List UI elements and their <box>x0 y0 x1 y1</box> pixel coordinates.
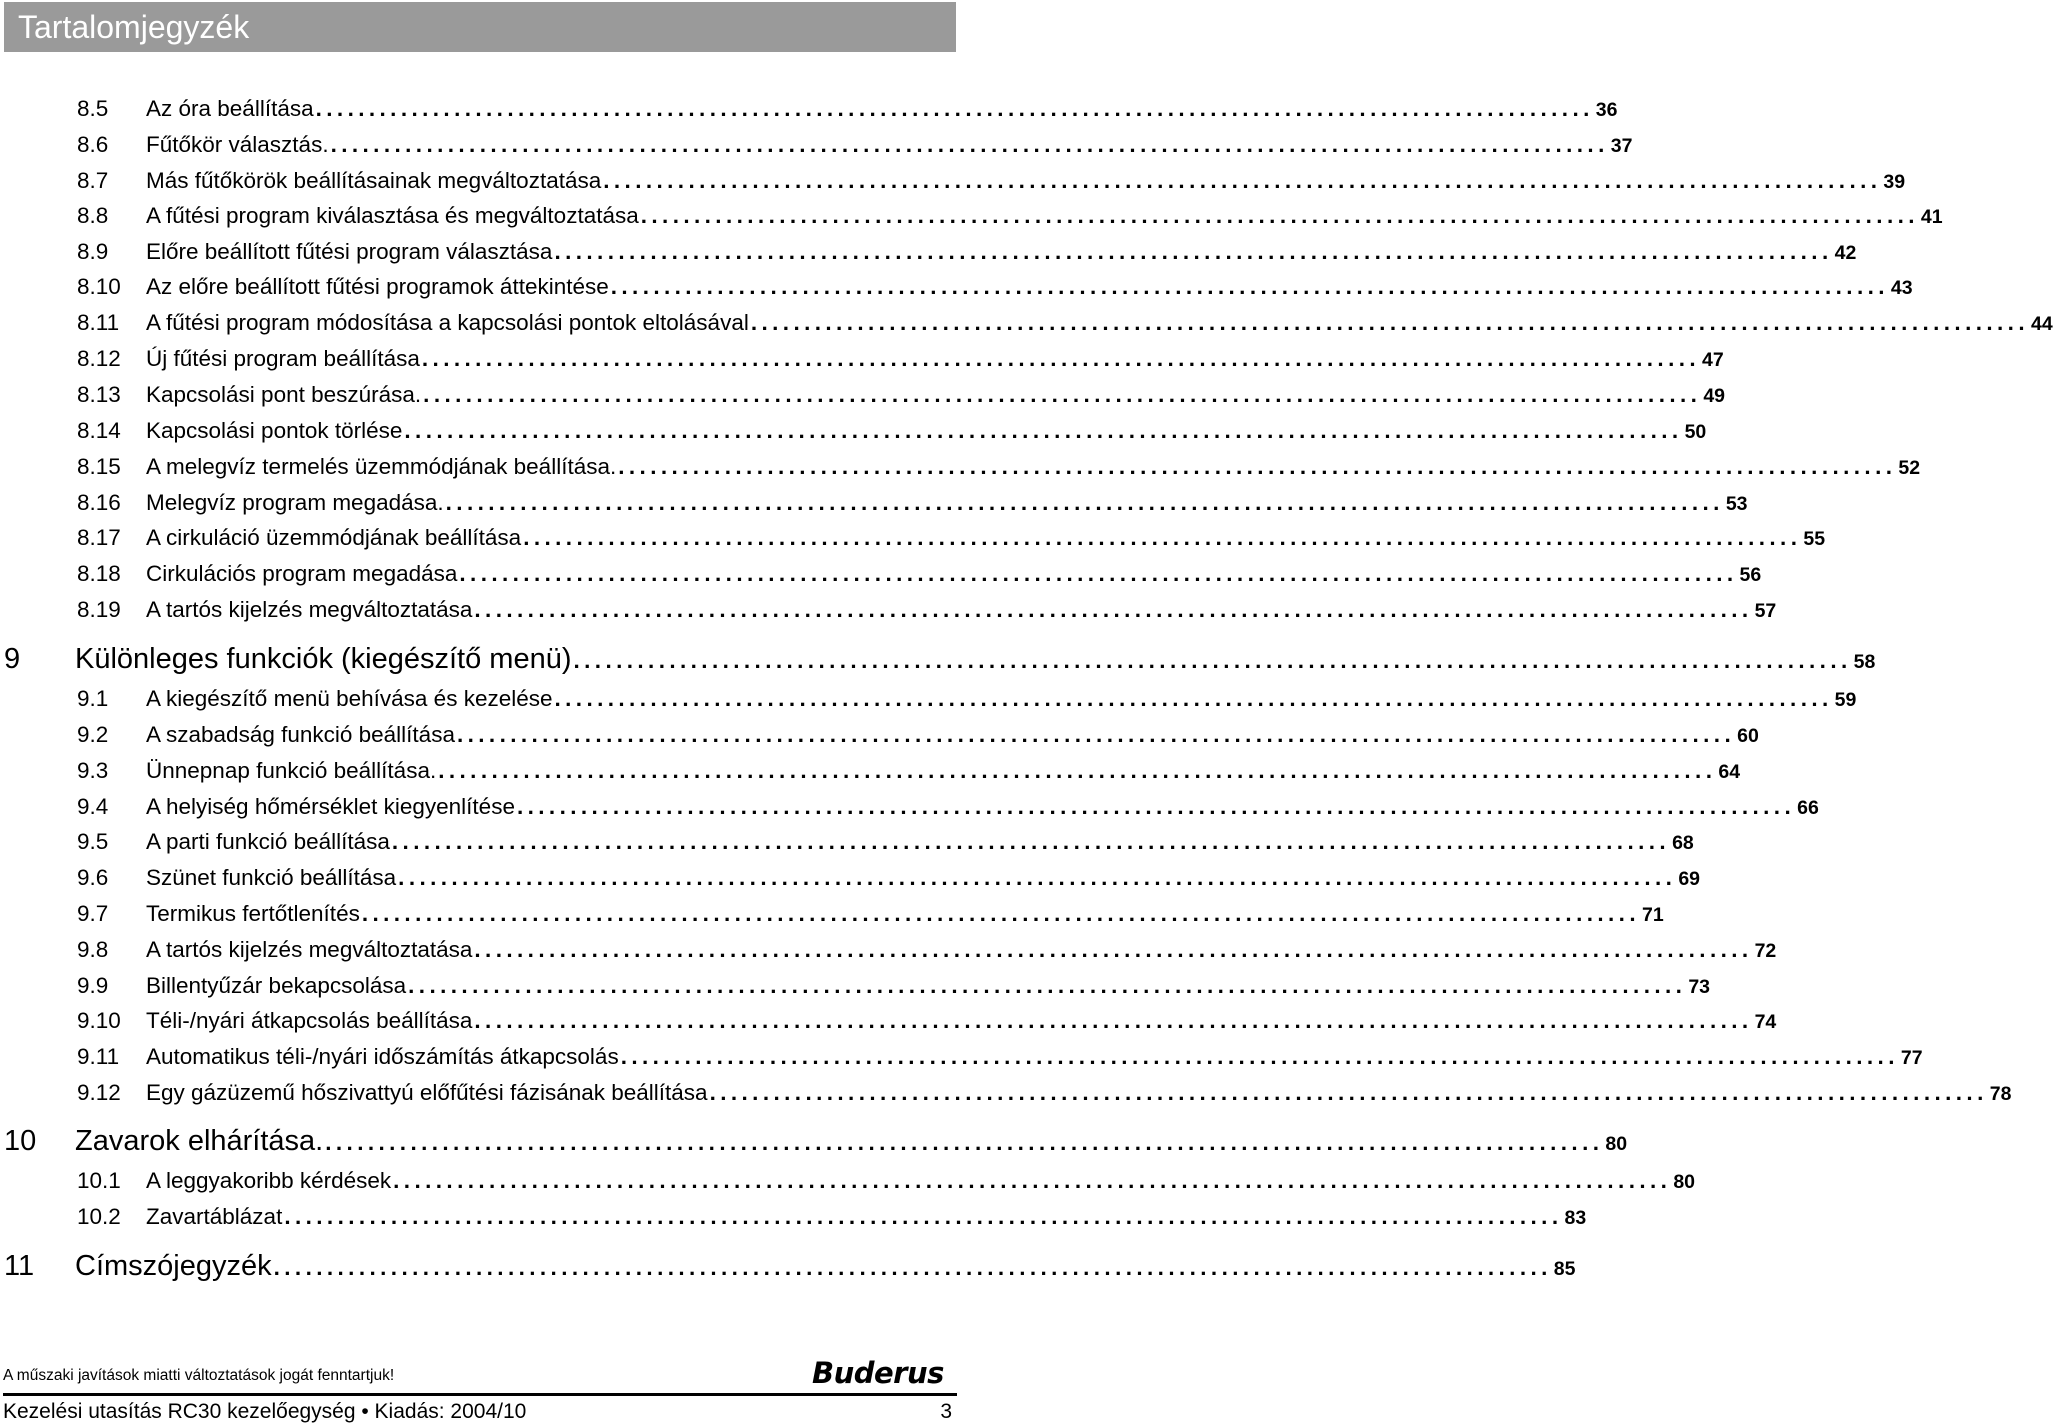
dot-leader: ........................................................................................................................ <box>408 973 1687 998</box>
toc-entry-page: 36 <box>1595 99 1618 121</box>
toc-chapter-entry[interactable] <box>0 640 1876 678</box>
toc-entry-number: 10.2 <box>77 1204 121 1229</box>
toc-entry-leader-line <box>146 863 1701 894</box>
toc-entry-leader-line <box>146 756 1741 787</box>
toc-entry-number: 8.16 <box>77 490 121 515</box>
toc-entry-leader-line <box>75 1122 1628 1163</box>
toc-entry-number: 9.4 <box>77 794 109 819</box>
toc-entry-title: Különleges funkciók (kiegészítő menü) <box>75 643 572 675</box>
toc-entry-page: 55 <box>1803 528 1826 550</box>
toc-entry-page: 74 <box>1754 1011 1777 1033</box>
dot-leader: ........................................................................................................................ <box>398 865 1677 890</box>
toc-entry-leader-line <box>75 640 1876 681</box>
toc-entry-leader-line <box>146 971 1711 1002</box>
toc-entry-number: 11 <box>4 1250 35 1282</box>
toc-entry[interactable] <box>0 1202 1587 1232</box>
dot-leader: ........................................................................................................................ <box>438 758 1717 783</box>
toc-entry-title: A tartós kijelzés megváltoztatása <box>146 597 473 622</box>
dot-leader: ........................................................................................................................ <box>273 1255 1552 1280</box>
toc-entry-leader-line <box>146 1166 1696 1197</box>
dot-leader: ........................................................................................................................ <box>325 1130 1604 1155</box>
toc-entry[interactable] <box>0 899 1664 929</box>
dot-leader: ........................................................................................................................ <box>603 168 1882 193</box>
toc-entry-number: 8.5 <box>77 96 109 121</box>
toc-entry-leader-line <box>146 344 1724 375</box>
dot-leader: ........................................................................................................................ <box>284 1204 1563 1229</box>
toc-entry-title: A szabadság funkció beállítása <box>146 722 455 747</box>
dot-leader: ........................................................................................................................ <box>554 239 1833 264</box>
dot-leader: ........................................................................................................................ <box>750 310 2029 335</box>
toc-entry-title: Fűtőkör választás. <box>146 132 329 157</box>
toc-entry[interactable] <box>0 971 1711 1001</box>
toc-entry[interactable] <box>0 827 1694 857</box>
toc-entry-page: 59 <box>1834 689 1857 711</box>
toc-entry-number: 8.15 <box>77 454 121 479</box>
toc-entry-page: 39 <box>1883 171 1906 193</box>
toc-entry-title: Termikus fertőtlenítés <box>146 901 360 926</box>
toc-entry-title: Kapcsolási pontok törlése <box>146 418 403 443</box>
dot-leader: ........................................................................................................................ <box>610 274 1889 299</box>
toc-entry[interactable] <box>0 595 1777 625</box>
toc-entry-leader-line <box>146 1006 1777 1037</box>
toc-entry-title: Az óra beállítása <box>146 96 314 121</box>
toc-entry-number: 9.6 <box>77 865 109 890</box>
toc-entry-page: 64 <box>1718 761 1741 783</box>
toc-entry-number: 8.10 <box>77 274 121 299</box>
toc-entry-title: Címszójegyzék <box>75 1250 272 1282</box>
toc-entry-title: Kapcsolási pont beszúrása. <box>146 382 422 407</box>
brand-logo: Buderus <box>812 1356 944 1390</box>
toc-entry-number: 9.1 <box>77 686 109 711</box>
dot-leader: ........................................................................................................................ <box>404 418 1683 443</box>
toc-entry-page: 56 <box>1739 564 1762 586</box>
toc-entry-number: 9.9 <box>77 973 109 998</box>
toc-entry-page: 85 <box>1553 1258 1576 1280</box>
toc-entry-number: 8.8 <box>77 203 109 228</box>
toc-chapter-entry[interactable] <box>0 1122 1628 1160</box>
toc-entry[interactable] <box>0 488 1748 518</box>
toc-entry-number: 8.7 <box>77 168 109 193</box>
toc-entry-page: 58 <box>1853 651 1876 673</box>
dot-leader: ........................................................................................................................ <box>421 346 1701 371</box>
toc-entry[interactable] <box>0 1006 1777 1036</box>
toc-entry[interactable] <box>0 237 1857 267</box>
toc-entry-title: Zavartáblázat <box>146 1204 283 1229</box>
toc-entry-title: Melegvíz program megadása. <box>146 490 444 515</box>
footer-document-info: Kezelési utasítás RC30 kezelőegység • Kiadás: 2004/10 <box>3 1400 527 1423</box>
toc-entry-page: 53 <box>1725 493 1748 515</box>
dot-leader: ........................................................................................................................ <box>474 1008 1753 1033</box>
toc-entry-page: 73 <box>1688 976 1711 998</box>
toc-entry[interactable] <box>0 308 2053 338</box>
toc-entry-leader-line <box>146 416 1707 447</box>
toc-entry-page: 72 <box>1754 940 1777 962</box>
toc-entry-leader-line <box>146 380 1726 411</box>
toc-entry-number: 9.10 <box>77 1008 121 1033</box>
toc-entry-number: 9.11 <box>77 1044 120 1069</box>
toc-entry-page: 44 <box>2031 313 2053 335</box>
toc-entry-title: A melegvíz termelés üzemmódjának beállítása. <box>146 454 617 479</box>
toc-entry-leader-line <box>75 1247 1576 1288</box>
toc-entry-leader-line <box>146 559 1762 590</box>
toc-entry-title: Ünnepnap funkció beállítása. <box>146 758 437 783</box>
dot-leader: ........................................................................................................................ <box>361 901 1640 926</box>
toc-entry-title: Cirkulációs program megadása <box>146 561 458 586</box>
dot-leader: ........................................................................................................................ <box>456 722 1736 747</box>
toc-entry[interactable] <box>0 863 1701 893</box>
dot-leader: ........................................................................................................................ <box>393 1168 1672 1193</box>
toc-entry-number: 10.1 <box>77 1168 121 1193</box>
toc-entry-leader-line <box>146 935 1777 966</box>
toc-entry-number: 8.11 <box>77 310 120 335</box>
toc-entry-leader-line <box>146 308 2053 339</box>
toc-entry-number: 8.17 <box>77 525 121 550</box>
toc-entry-page: 37 <box>1610 135 1633 157</box>
toc-entry-leader-line <box>146 1042 1923 1073</box>
toc-entry-number: 8.9 <box>77 239 109 264</box>
toc-entry[interactable] <box>0 94 1618 124</box>
dot-leader: ........................................................................................................................ <box>554 686 1833 711</box>
toc-entry[interactable] <box>0 1166 1696 1196</box>
toc-entry-number: 9 <box>4 643 21 675</box>
dot-leader: ........................................................................................................................ <box>620 1044 1899 1069</box>
dot-leader: ........................................................................................................................ <box>423 382 1702 407</box>
toc-entry-number: 9.8 <box>77 937 109 962</box>
toc-entry-page: 42 <box>1834 242 1857 264</box>
toc-entry-number: 8.14 <box>77 418 121 443</box>
toc-entry-title: A cirkuláció üzemmódjának beállítása <box>146 525 522 550</box>
toc-entry-title: A leggyakoribb kérdések <box>146 1168 392 1193</box>
toc-entry-title: Szünet funkció beállítása <box>146 865 397 890</box>
toc-entry-page: 66 <box>1797 797 1819 819</box>
toc-entry-leader-line <box>146 488 1748 519</box>
dot-leader: ........................................................................................................................ <box>516 794 1796 819</box>
toc-entry-leader-line <box>146 899 1664 930</box>
toc-entry[interactable] <box>0 201 1943 231</box>
footer-note: A műszaki javítások miatti változtatások jogát fenntartjuk! <box>3 1367 395 1384</box>
toc-entry-leader-line <box>146 827 1694 858</box>
toc-entry[interactable] <box>0 166 1906 196</box>
toc-entry-page: 78 <box>1989 1083 2012 1105</box>
toc-entry[interactable] <box>0 1078 2012 1108</box>
toc-entry-leader-line <box>146 792 1819 823</box>
toc-entry[interactable] <box>0 935 1777 965</box>
toc-entry-leader-line <box>146 272 1913 303</box>
toc-entry[interactable] <box>0 523 1826 553</box>
toc-entry-page: 77 <box>1900 1047 1923 1069</box>
toc-entry[interactable] <box>0 416 1707 446</box>
toc-entry[interactable] <box>0 756 1741 786</box>
toc-entry-title: Új fűtési program beállítása <box>146 346 420 371</box>
toc-entry[interactable] <box>0 792 1819 822</box>
toc-entry-leader-line <box>146 237 1857 268</box>
toc-entry-number: 9.2 <box>77 722 109 747</box>
toc-entry-page: 41 <box>1920 206 1943 228</box>
toc-entry[interactable] <box>0 452 1921 482</box>
toc-entry[interactable] <box>0 720 1759 750</box>
dot-leader: ........................................................................................................................ <box>474 597 1753 622</box>
toc-entry-title: Egy gázüzemű hőszivattyú előfűtési fázisának beállítása <box>146 1080 708 1105</box>
toc-entry-page: 49 <box>1703 385 1726 407</box>
dot-leader: ........................................................................................................................ <box>330 132 1609 157</box>
page-number: 3 <box>940 1400 952 1423</box>
toc-entry-leader-line <box>146 130 1633 161</box>
toc-entry-leader-line <box>146 684 1857 715</box>
toc-entry-page: 52 <box>1898 457 1921 479</box>
toc-entry-title: Automatikus téli-/nyári időszámítás átkapcsolás <box>146 1044 619 1069</box>
toc-entry-leader-line <box>146 1202 1587 1233</box>
toc-entry-page: 57 <box>1754 600 1777 622</box>
toc-entry[interactable] <box>0 559 1762 589</box>
dot-leader: ........................................................................................................................ <box>315 96 1594 121</box>
toc-entry-title: A fűtési program módosítása a kapcsolási pontok eltolásával <box>146 310 749 335</box>
dot-leader: ........................................................................................................................ <box>640 203 1919 228</box>
toc-entry-leader-line <box>146 720 1759 751</box>
toc-entry-number: 9.12 <box>77 1080 121 1105</box>
toc-entry-page: 60 <box>1737 725 1759 747</box>
toc-entry-page: 43 <box>1890 277 1913 299</box>
toc-entry-page: 69 <box>1678 868 1701 890</box>
toc-entry-page: 68 <box>1672 832 1694 854</box>
toc-entry-page: 83 <box>1564 1207 1587 1229</box>
toc-entry-title: Téli-/nyári átkapcsolás beállítása <box>146 1008 473 1033</box>
dot-leader: ........................................................................................................................ <box>523 525 1802 550</box>
toc-entry-page: 80 <box>1673 1171 1696 1193</box>
toc-entry-number: 8.6 <box>77 132 109 157</box>
toc-entry-title: Zavarok elhárítása. <box>75 1125 324 1157</box>
toc-entry-title: A helyiség hőmérséklet kiegyenlítése <box>146 794 515 819</box>
dot-leader: ........................................................................................................................ <box>459 561 1738 586</box>
dot-leader: ........................................................................................................................ <box>709 1080 1988 1105</box>
page-title: Tartalomjegyzék <box>18 9 250 45</box>
toc-entry-title: Az előre beállított fűtési programok áttekintése <box>146 274 609 299</box>
toc-entry-leader-line <box>146 166 1906 197</box>
toc-entry-title: A fűtési program kiválasztása és megváltoztatása <box>146 203 639 228</box>
dot-leader: ........................................................................................................................ <box>391 829 1671 854</box>
toc-entry-title: Billentyűzár bekapcsolása <box>146 973 407 998</box>
toc-chapter-entry[interactable] <box>0 1247 1576 1285</box>
toc-entry[interactable] <box>0 272 1913 302</box>
toc-entry-leader-line <box>146 452 1921 483</box>
toc-entry[interactable] <box>0 130 1633 160</box>
toc-entry-page: 50 <box>1684 421 1707 443</box>
toc-entry-title: A tartós kijelzés megváltoztatása <box>146 937 473 962</box>
toc-entry-leader-line <box>146 595 1777 626</box>
footer-divider <box>3 1393 957 1396</box>
toc-entry-number: 9.7 <box>77 901 109 926</box>
toc-entry-title: A parti funkció beállítása <box>146 829 390 854</box>
dot-leader: ........................................................................................................................ <box>445 490 1724 515</box>
toc-entry-number: 9.3 <box>77 758 109 783</box>
toc-entry-leader-line <box>146 523 1826 554</box>
toc-entry-leader-line <box>146 201 1943 232</box>
toc-entry[interactable] <box>0 1042 1923 1072</box>
toc-entry[interactable] <box>0 684 1857 714</box>
toc-entry-title: A kiegészítő menü behívása és kezelése <box>146 686 553 711</box>
toc-entry-number: 9.5 <box>77 829 109 854</box>
toc-entry-number: 8.12 <box>77 346 121 371</box>
toc-entry-leader-line <box>146 1078 2012 1109</box>
toc-entry-title: Előre beállított fűtési program választása <box>146 239 553 264</box>
dot-leader: ........................................................................................................................ <box>474 937 1753 962</box>
toc-entry-number: 8.18 <box>77 561 121 586</box>
toc-entry-page: 80 <box>1605 1133 1628 1155</box>
toc-entry[interactable] <box>0 380 1726 410</box>
toc-entry-number: 10 <box>4 1125 37 1157</box>
toc-entry[interactable] <box>0 344 1724 374</box>
toc-entry-page: 47 <box>1702 349 1724 371</box>
header-bar <box>4 2 956 52</box>
toc-entry-number: 8.13 <box>77 382 121 407</box>
dot-leader: ........................................................................................................................ <box>573 648 1852 673</box>
toc-entry-page: 71 <box>1641 904 1664 926</box>
toc-entry-leader-line <box>146 94 1618 125</box>
dot-leader: ........................................................................................................................ <box>618 454 1897 479</box>
toc-entry-number: 8.19 <box>77 597 121 622</box>
toc-entry-title: Más fűtőkörök beállításainak megváltoztatása <box>146 168 602 193</box>
